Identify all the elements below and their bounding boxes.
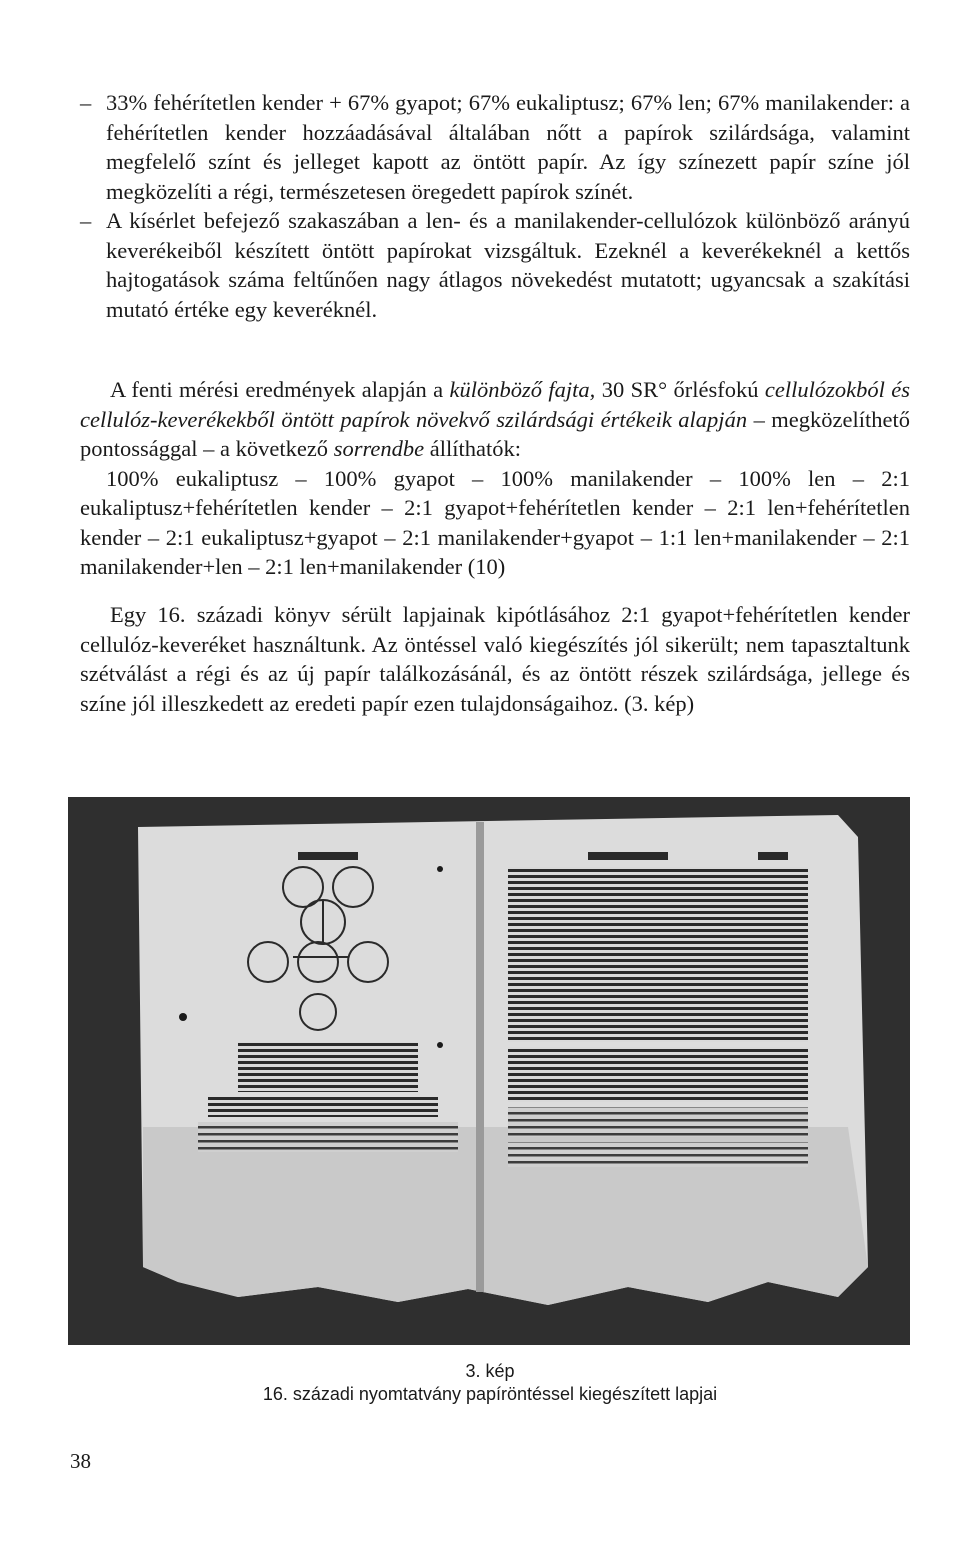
figure-caption-number: 3. kép [465, 1361, 515, 1381]
results-text: A fenti mérési eredmények alapján a [110, 377, 450, 402]
results-text: állíthatók: [424, 436, 521, 461]
figure-caption-text: 16. századi nyomtatvány papíröntéssel kiegészített lapjai [262, 1384, 718, 1404]
restoration-paragraph: Egy 16. századi könyv sérült lapjainak kipótlásához 2:1 gyapot+fehérítetlen kender cellulóz-keveréket használtunk. Az öntéssel való kiegészítés jól sikerült; nem tapasztaltunk szétválást a régi és az új papír találkozásánál, és az öntött részek szilárdsága, jellege és színe jól illeszkedett az eredeti papír ezen tulajdonságaihoz. (3. kép) [80, 602, 910, 716]
results-emphasis: cellulózokból és cellulóz-keverékekből öntött papírok növekvő szilárdsági értékeik alapján [80, 377, 911, 432]
bullet-text: 33% fehérítetlen kender + 67% gyapot; 67% eukaliptusz; 67% len; 67% manilakender: a fehérítetlen kender hozzáadásával általában nőtt a papírok szilárdsága, valamint megfelelő színt és jelleget kapott az öntött papír. Az így színezett papír színe jól megközelíti a régi, természetesen öregedett papírok színét. [106, 90, 910, 204]
bullet-dash: – [80, 90, 92, 115]
page-number: 38 [70, 1449, 91, 1473]
results-text: 30 SR° őrlésfokú [595, 377, 765, 402]
book-photo [68, 797, 910, 1345]
bullet-list [80, 88, 910, 324]
results-emphasis: sorrendbe [333, 436, 425, 461]
bullet-dash: – [80, 208, 92, 233]
results-intro [80, 375, 910, 464]
bullet-item [80, 88, 910, 206]
book-photo-image [68, 797, 910, 1345]
results-emphasis: különböző fajta, [449, 377, 596, 402]
bullet-item [80, 206, 910, 324]
results-paragraph [80, 375, 910, 582]
bullet-text: A kísérlet befejező szakaszában a len- és a manilakender-cellulózok különböző arányú keverékeiből készített öntött papírokat vizsgáltuk. Ezeknél a keverékeknél a kettős hajtogatások száma feltűnően nagy átlagos növekedést mutatott; ugyancsak a szakítási mutató értéke egy keveréknél. [106, 208, 910, 322]
results-text: – megközelíthető pontossággal – a következő [80, 406, 911, 461]
strength-sequence: 100% eukaliptusz – 100% gyapot – 100% manilakender – 100% len – 2:1 eukaliptusz+fehérítetlen kender – 2:1 gyapot+fehérítetlen kender – 2:1 len+fehérítetlen kender – 2:1 eukaliptusz+gyapot – 2:1 manilakender+gyapot – 1:1 len+manilakender – 2:1 manilakender+len – 2:1 len+manilakender (10) [80, 465, 910, 579]
